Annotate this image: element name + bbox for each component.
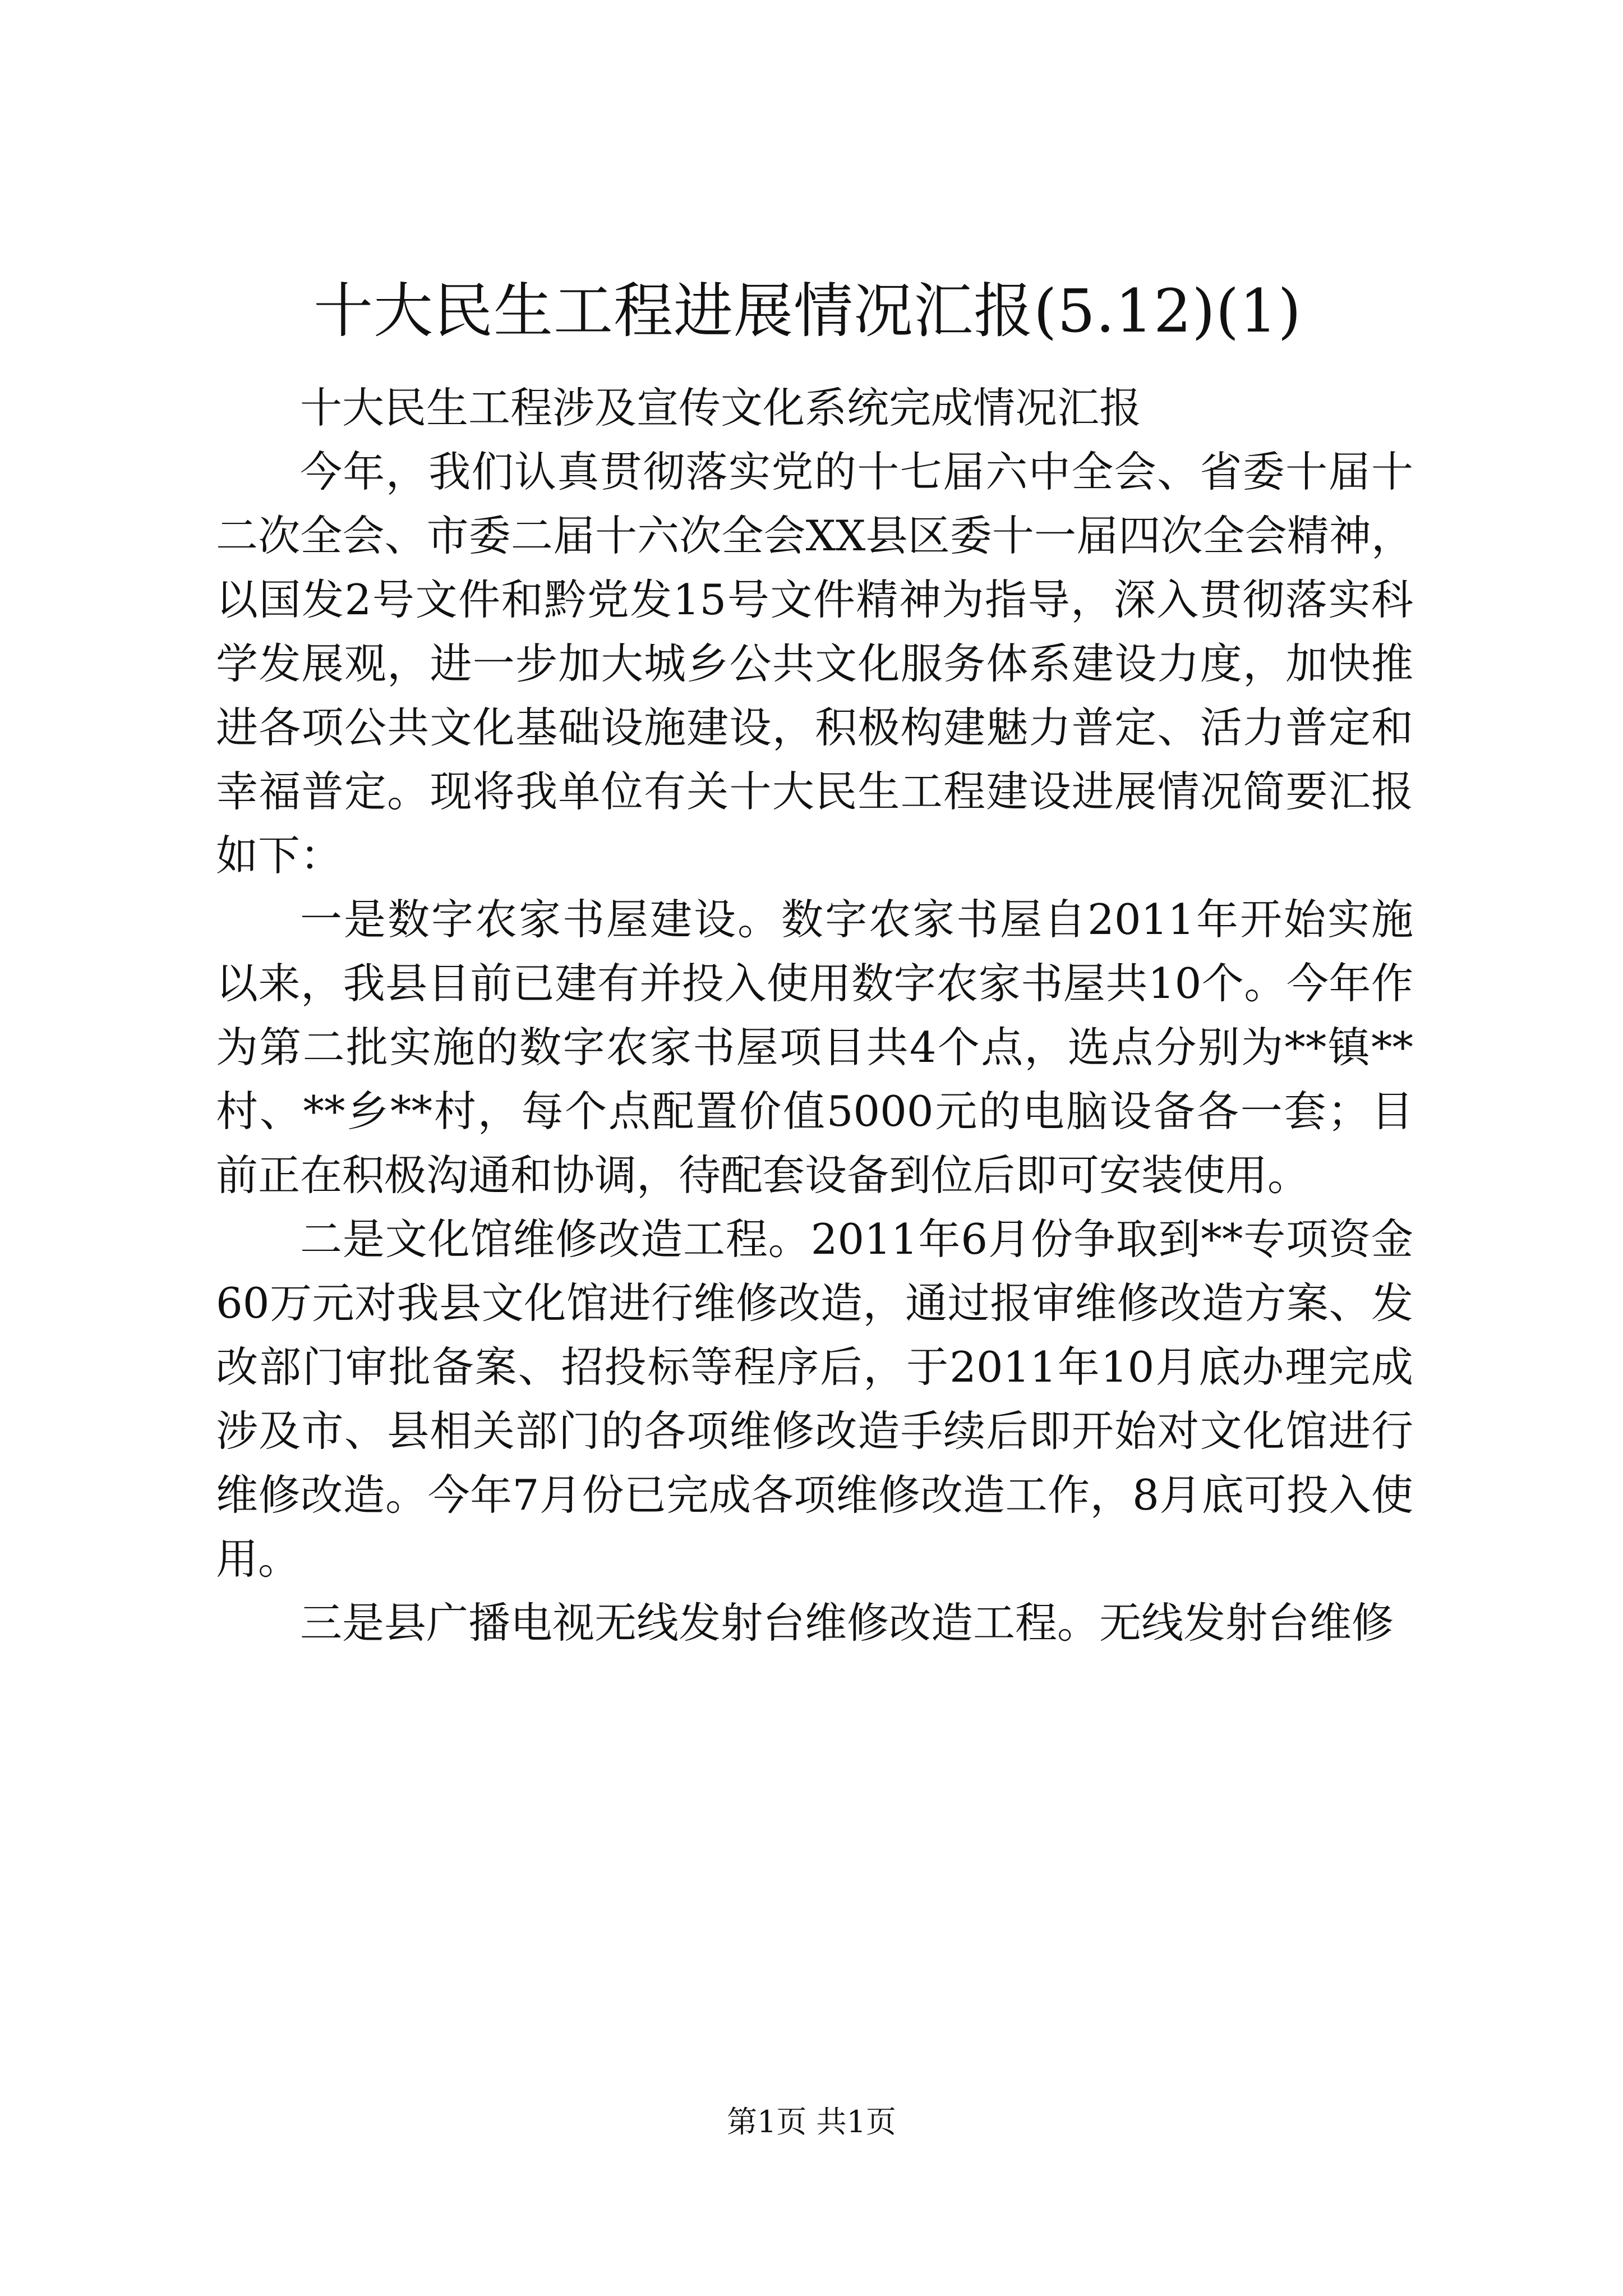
item-two-paragraph: 二是文化馆维修改造工程。2011年6月份争取到**专项资金60万元对我县文化馆进行维修改造，通过报审维修改造方案、发改部门审批备案、招投标等程序后，于2011年10月底办理完成涉及市、县相关部门的各项维修改造手续后即开始对文化馆进行维修改造。今年7月份已完成各项维修改造工作，8月底可投入使用。	[216, 1214, 1413, 1584]
subtitle-paragraph: 十大民生工程涉及宣传文化系统完成情况汇报	[300, 383, 1142, 432]
document-body	[216, 376, 1413, 1655]
item-one-paragraph: 一是数字农家书屋建设。数字农家书屋自2011年开始实施以来，我县目前已建有并投入使用数字农家书屋共10个。今年作为第二批实施的数字农家书屋项目共4个点，选点分别为**镇**村、**乡**村，每个点配置价值5000元的电脑设备各一套；目前正在积极沟通和协调，待配套设备到位后即可安装使用。	[216, 895, 1413, 1200]
item-three-paragraph: 三是县广播电视无线发射台维修改造工程。无线发射台维修	[300, 1598, 1394, 1648]
document-title: 十大民生工程进展情况汇报(5.12)(1)	[313, 277, 1302, 346]
intro-paragraph: 今年，我们认真贯彻落实党的十七届六中全会、省委十届十二次全会、市委二届十六次全会XX县区委十一届四次全会精神，以国发2号文件和黔党发15号文件精神为指导，深入贯彻落实科学发展观，进一步加大城乡公共文化服务体系建设力度，加快推进各项公共文化基础设施建设，积极构建魅力普定、活力普定和幸福普定。现将我单位有关十大民生工程建设进展情况简要汇报如下：	[216, 447, 1413, 880]
page-footer: 第1页 共1页	[727, 2104, 896, 2139]
